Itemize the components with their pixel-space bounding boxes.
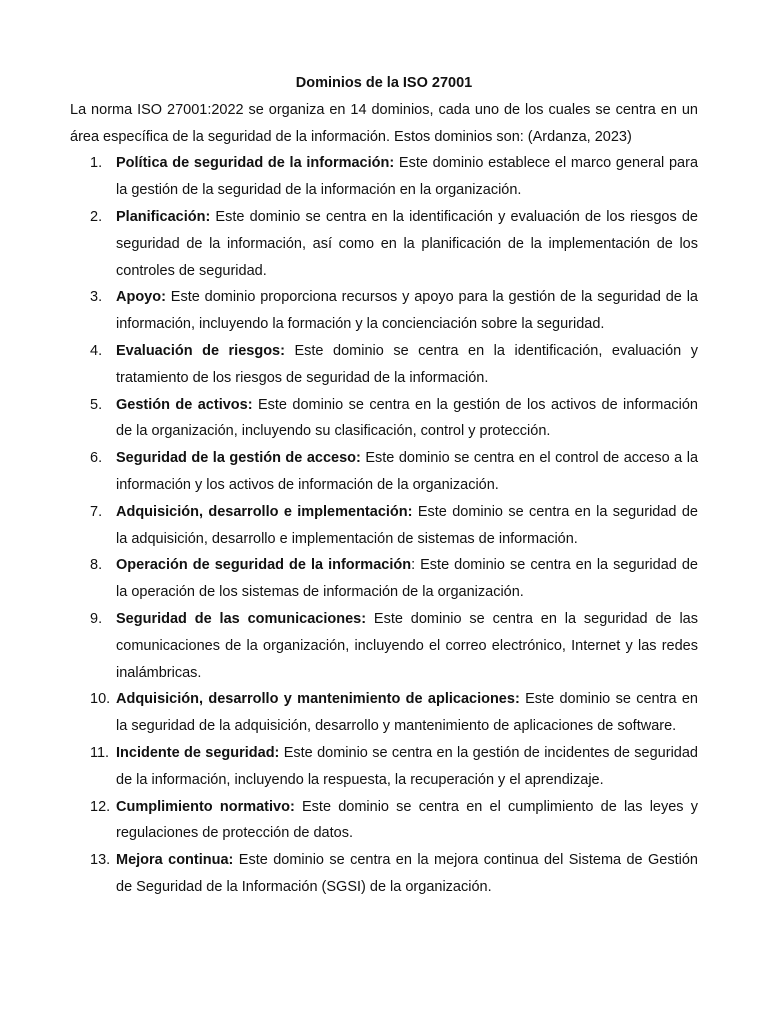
intro-paragraph: La norma ISO 27001:2022 se organiza en 14 dominios, cada uno de los cuales se centra en un área específica de la seguridad de la información. Estos dominios son: (Ardanza, 2023): [70, 101, 698, 145]
domain-item: [70, 338, 698, 392]
item-number: 12.: [90, 798, 111, 815]
item-term: Mejora continua:: [116, 852, 234, 869]
domain-item: [70, 392, 698, 446]
item-description: Este dominio se centra en el control de acceso a la información y los activos de información de la organización.: [116, 450, 699, 493]
document-title: Dominios de la ISO 27001: [295, 75, 473, 91]
domain-item: [70, 686, 698, 740]
domain-item: [70, 284, 698, 338]
item-description: Este dominio se centra en el cumplimiento de las leyes y regulaciones de protección de datos.: [116, 798, 698, 842]
domain-item: [70, 204, 698, 284]
item-term: Incidente de seguridad:: [116, 744, 280, 761]
item-description: Este dominio se centra en la mejora continua del Sistema de Gestión de Seguridad de la Información (SGSI) de la organización.: [116, 852, 698, 895]
item-term: Operación de seguridad de la información: [116, 557, 412, 574]
domain-item: [70, 499, 698, 553]
item-description: Este dominio establece el marco general para la gestión de la seguridad de la información en la organización.: [116, 155, 699, 199]
item-term: Seguridad de las comunicaciones:: [116, 610, 367, 627]
item-number: 7.: [90, 503, 103, 520]
item-term: Gestión de activos:: [116, 396, 253, 413]
item-term: Evaluación de riesgos:: [116, 342, 285, 359]
item-term: Adquisición, desarrollo e implementación:: [116, 503, 413, 520]
item-number: 4.: [90, 342, 103, 359]
item-term: Adquisición, desarrollo y mantenimiento de aplicaciones:: [116, 691, 520, 708]
item-description: Este dominio se centra en la seguridad de las comunicaciones de la organización, incluyendo el correo electrónico, Internet y las redes inalámbricas.: [116, 610, 698, 681]
item-number: 11.: [90, 744, 110, 761]
item-description: Este dominio se centra en la identificación y evaluación de los riesgos de seguridad de la información, así como en la planificación de la implementación de los controles de seguridad.: [116, 208, 698, 279]
domain-list: [70, 150, 698, 900]
item-number: 1.: [90, 155, 103, 172]
document-page: [70, 70, 698, 901]
item-description: Este dominio se centra en la gestión de incidentes de seguridad de la información, incluyendo la respuesta, la recuperación y el aprendizaje.: [116, 744, 698, 788]
domain-item: [70, 445, 698, 499]
domain-item: [70, 847, 698, 901]
item-description: Este dominio se centra en la identificación, evaluación y tratamiento de los riesgos de seguridad de la información.: [116, 342, 698, 386]
item-number: 10.: [90, 691, 111, 708]
item-term: Planificación:: [116, 208, 211, 225]
domain-item: [70, 606, 698, 686]
domain-item: [70, 150, 698, 204]
item-number: 3.: [90, 289, 103, 306]
item-number: 8.: [90, 557, 103, 574]
item-description: Este dominio se centra en la seguridad de la adquisición, desarrollo e implementación de sistemas de información.: [116, 503, 698, 547]
item-term: Política de seguridad de la información:: [116, 155, 395, 172]
item-description: Este dominio se centra en la seguridad de la adquisición, desarrollo y mantenimiento de aplicaciones de software.: [116, 691, 698, 735]
item-number: 9.: [90, 610, 103, 627]
item-term: Seguridad de la gestión de acceso:: [116, 450, 361, 467]
item-number: 5.: [90, 396, 103, 413]
item-number: 6.: [90, 450, 103, 467]
item-term: Apoyo:: [116, 289, 166, 306]
item-number: 13.: [90, 852, 111, 869]
item-description: Este dominio proporciona recursos y apoyo para la gestión de la seguridad de la información, incluyendo la formación y la concienciación sobre la seguridad.: [116, 289, 698, 333]
item-description: : Este dominio se centra en la seguridad de la operación de los sistemas de información de la organización.: [116, 557, 698, 601]
domain-item: [70, 552, 698, 606]
domain-item: [70, 794, 698, 848]
domain-item: [70, 740, 698, 794]
item-description: Este dominio se centra en la gestión de los activos de información de la organización, incluyendo su clasificación, control y protección.: [116, 396, 698, 440]
item-term: Cumplimiento normativo:: [116, 798, 295, 815]
item-number: 2.: [90, 208, 103, 225]
